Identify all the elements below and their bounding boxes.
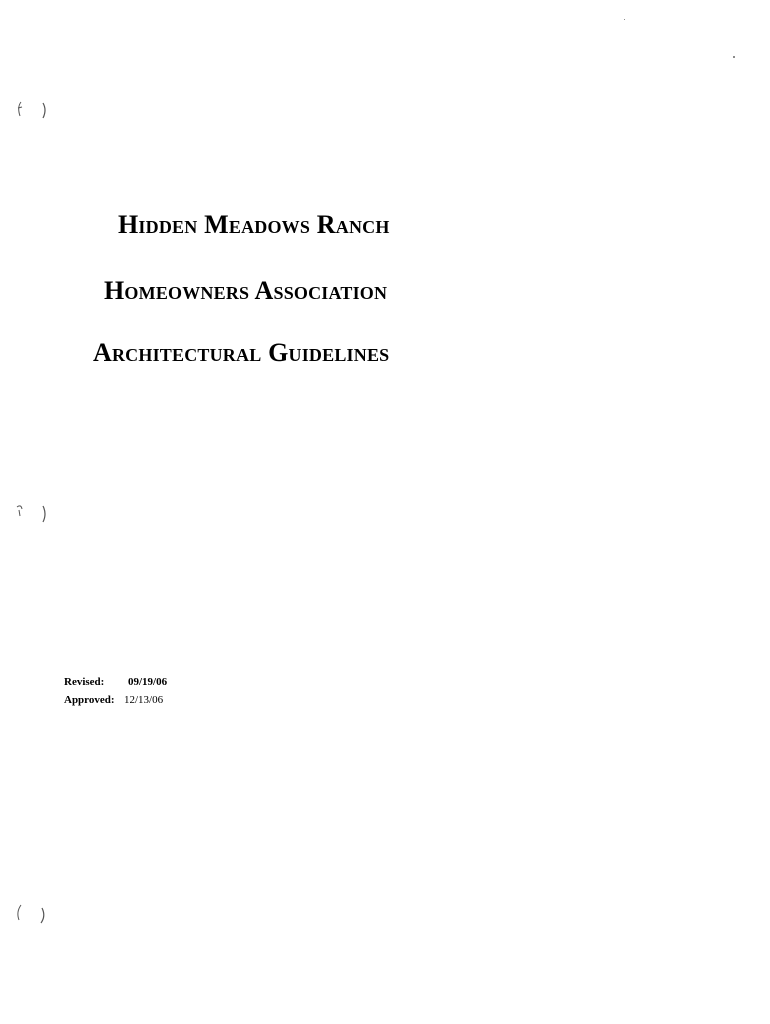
revised-label: Revised:	[64, 676, 105, 688]
revised-row	[64, 673, 167, 691]
approved-label: Approved:	[64, 694, 115, 706]
approved-date: 12/13/06	[124, 694, 164, 706]
scan-speck	[624, 19, 625, 20]
revised-date: 09/19/06	[128, 676, 168, 688]
hole-punch-mark-top	[14, 98, 54, 122]
hole-punch-mark-bottom	[14, 902, 54, 926]
hole-punch-mark-middle	[14, 502, 54, 526]
document-title-line-2: Homeowners Association	[104, 276, 388, 305]
revision-info	[64, 673, 167, 709]
document-title-line-1: Hidden Meadows Ranch	[118, 210, 390, 239]
approved-row	[64, 691, 167, 709]
document-title-line-3: Architectural Guidelines	[93, 338, 390, 367]
scan-speck	[733, 56, 735, 58]
